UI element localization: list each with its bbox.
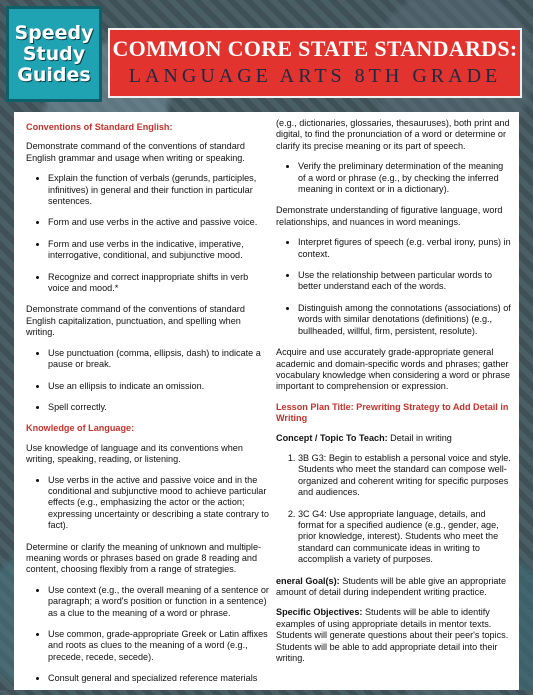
paragraph: Determine or clarify the meaning of unknown and multiple-meaning words or phrases based on grade 8 reading and content, choosing flexibly from a range of strategies. — [26, 541, 262, 575]
title-banner — [108, 28, 522, 98]
list-item: • Use context (e.g., the overall meaning of a sentence or paragraph; a word's position or function in a sentence) as a clue to the meaning of a word or phrase. — [48, 585, 271, 619]
bullet-list — [26, 475, 271, 532]
paragraph: Demonstrate understanding of figurative language, word relationships, and nuances in word meanings. — [276, 205, 503, 227]
goals-label: eneral Goal(s): — [276, 575, 340, 586]
logo — [6, 6, 102, 102]
logo-line: Speedy — [14, 21, 94, 44]
list-item: • Spell correctly. — [48, 402, 271, 413]
paragraph: Acquire and use accurately grade-appropriate general academic and domain-specific words and phrases; gather vocabulary knowledge when considering a word or phrase important to comprehension or expression. — [276, 347, 511, 392]
list-item: • Interpret figures of speech (e.g. verbal irony, puns) in context. — [298, 237, 513, 260]
content-sheet — [14, 112, 519, 690]
section-heading: Conventions of Standard English: — [26, 122, 173, 132]
paragraph: Demonstrate command of the conventions of standard English capitalization, punctuation, and spelling when writing. — [26, 304, 245, 338]
list-item: 2. 3C G4: Use appropriate language, details, and format for a specified audience (e.g., gender, age, prior knowledge, interest). Students who meet the standard can communicate ideas in writing to accomplish a variety of purposes. — [298, 509, 513, 566]
list-item: • Distinguish among the connotations (associations) of words with similar denotations (definitions) (e.g., bullheaded, willful, firm, persistent, resolute). — [298, 303, 513, 337]
objectives-line — [276, 607, 513, 664]
concept-value: Detail in writing — [387, 432, 452, 443]
list-item: • Recognize and correct inappropriate shifts in verb voice and mood.* — [48, 272, 271, 295]
concept-label: Concept / Topic To Teach: — [276, 432, 388, 443]
list-item: • Use the relationship between particular words to better understand each of the words. — [298, 270, 513, 293]
logo-line: Guides — [17, 63, 91, 86]
bullet-list — [276, 237, 513, 337]
paragraph: Use knowledge of language and its conventions when writing, speaking, reading, or listening. — [26, 442, 243, 465]
bullet-list — [26, 585, 271, 685]
list-item: • Explain the function of verbals (gerunds, participles, infinitives) in general and their function in particular sentences. — [48, 173, 271, 207]
list-item: • Use verbs in the active and passive voice and in the conditional and subjunctive mood to achieve particular effects (e.g., emphasizing the actor or the action; expressing uncertainty or describing a state contrary to fact). — [48, 475, 271, 532]
list-item: • Use punctuation (comma, ellipsis, dash) to indicate a pause or break. — [48, 348, 271, 371]
numbered-list — [276, 453, 513, 566]
logo-line: Study — [22, 42, 86, 65]
bullet-list — [276, 161, 513, 195]
list-item: • Verify the preliminary determination of the meaning of a word or phrase (e.g., by checking the inferred meaning in context or in a dictionary). — [298, 161, 513, 195]
objectives-label: Specific Objectives: — [276, 607, 363, 618]
bullet-list — [26, 173, 271, 294]
left-column — [26, 118, 271, 695]
paragraph: (e.g., dictionaries, glossaries, thesauruses), both print and digital, to find the pronunciation of a word or determine or clarify its precise meaning or its part of speech. — [276, 118, 510, 151]
list-item: • Use an ellipsis to indicate an omission. — [48, 381, 271, 392]
lesson-title: Lesson Plan Title: Prewriting Strategy to Add Detail in Writing — [276, 401, 509, 424]
goals-value: Students will be able give an appropriate amount of detail during independent writing practice. — [276, 575, 507, 597]
bullet-list — [26, 348, 271, 414]
paragraph: Demonstrate command of the conventions of standard English grammar and usage when writing or speaking. — [26, 141, 245, 163]
objectives-value: Students will be able to identify examples of using appropriate details in mentor texts. Students will generate questions about their peer's topics. Students will be able to add appropriate detail into their writing. — [276, 607, 509, 664]
list-item: 1. 3B G3: Begin to establish a personal voice and style. Students who meet the standard can compose well-organized and coherent writing for specific purposes and audiences. — [298, 453, 513, 499]
page-subtitle: LANGUAGE ARTS 8TH GRADE — [128, 65, 502, 87]
list-item: • Form and use verbs in the indicative, imperative, interrogative, conditional, and subjunctive mood. — [48, 239, 271, 262]
right-column — [276, 118, 513, 673]
concept-line — [276, 433, 513, 444]
section-heading: Knowledge of Language: — [26, 423, 135, 434]
list-item: • Form and use verbs in the active and passive voice. — [48, 217, 271, 228]
page-title: COMMON CORE STATE STANDARDS: — [112, 36, 518, 61]
header — [0, 0, 533, 108]
list-item: • Use common, grade-appropriate Greek or Latin affixes and roots as clues to the meaning of a word (e.g., precede, recede, secede). — [48, 629, 271, 663]
goals-line — [276, 576, 513, 599]
list-item: • Consult general and specialized reference materials — [48, 673, 271, 684]
